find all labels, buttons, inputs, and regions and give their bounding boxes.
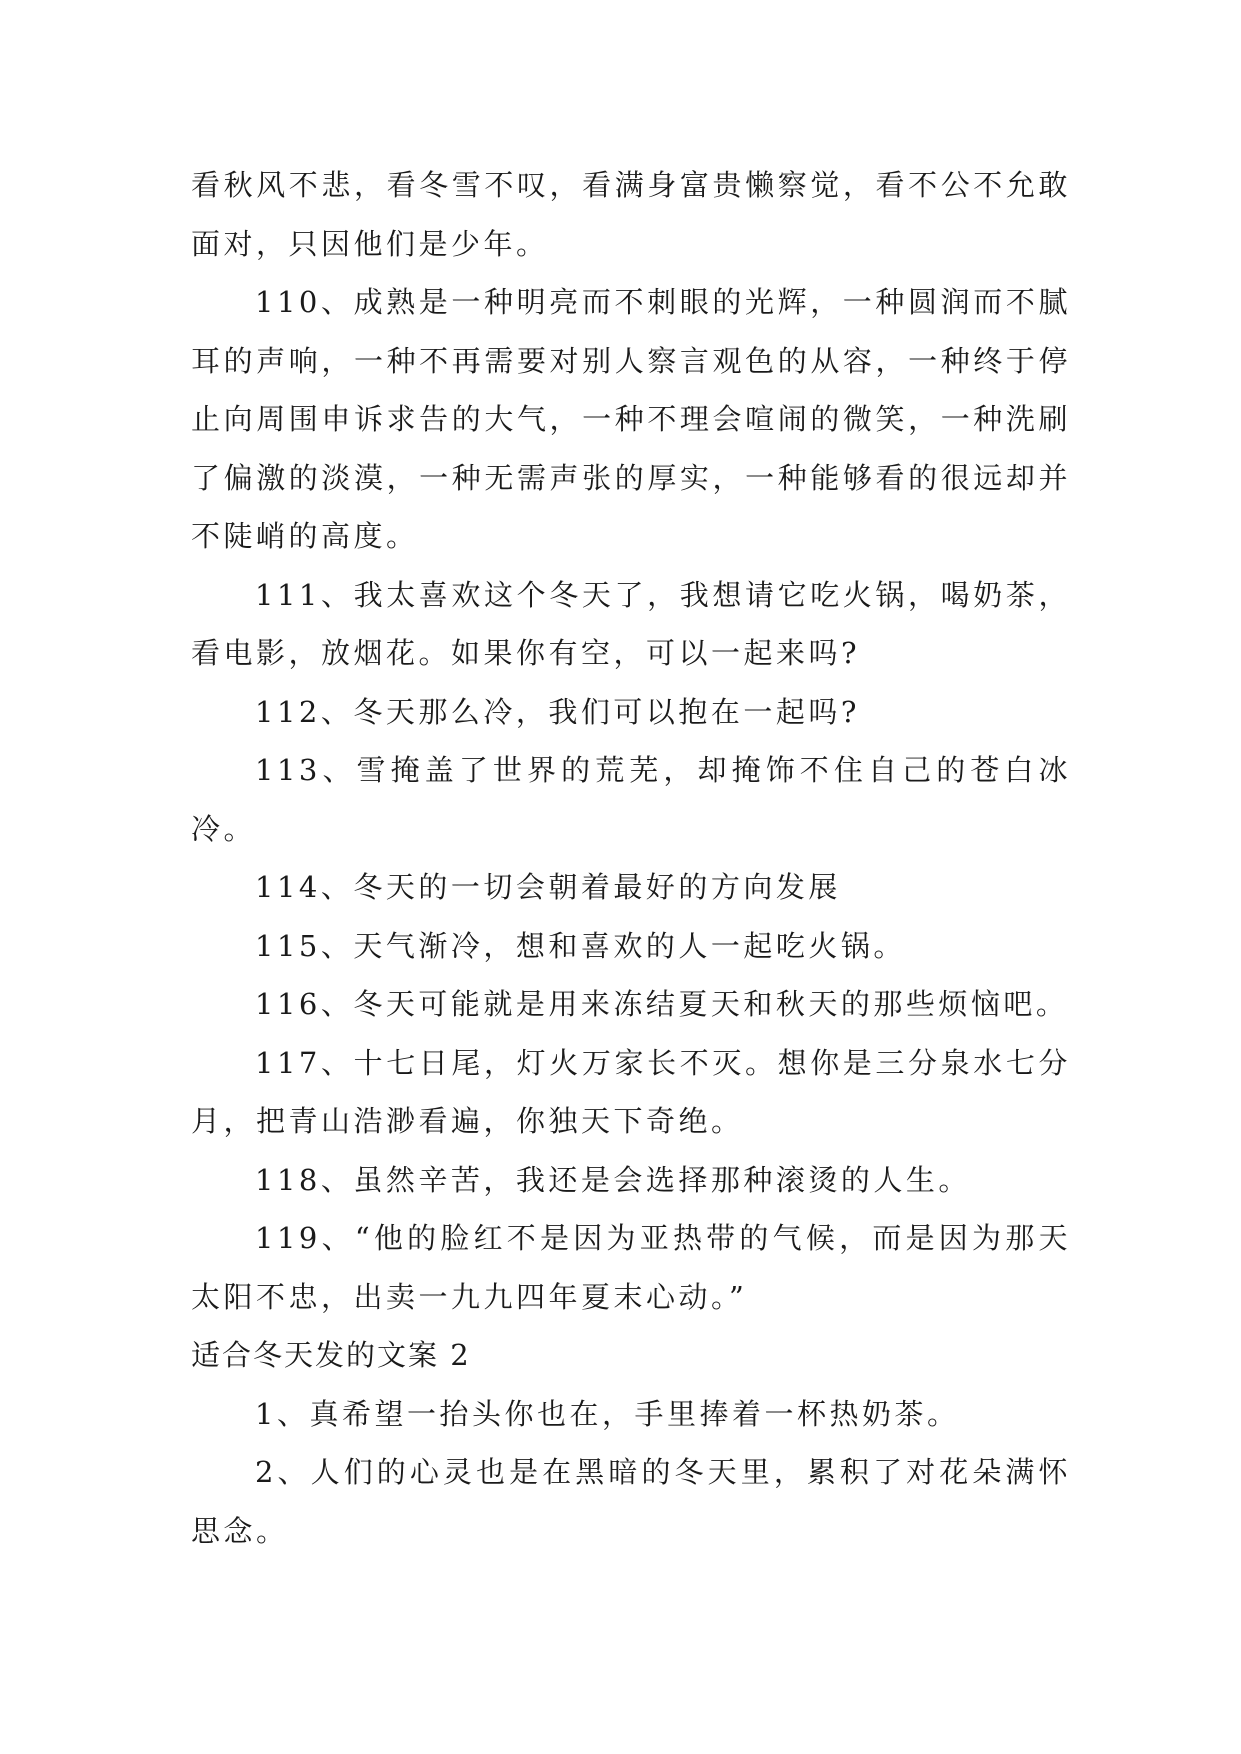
paragraph-116: 116、冬天可能就是用来冻结夏天和秋天的那些烦恼吧。	[255, 987, 1069, 1021]
section-heading: 适合冬天发的文案 2	[191, 1338, 471, 1372]
paragraph-2: 2、人们的心灵也是在黑暗的冬天里，累积了对花朵满怀思念。	[191, 1455, 1071, 1548]
paragraph-113: 113、雪掩盖了世界的荒芜，却掩饰不住自己的苍白冰冷。	[191, 753, 1071, 846]
paragraph-111: 111、我太喜欢这个冬天了，我想请它吃火锅，喝奶茶，看电影，放烟花。如果你有空，可以一起来吗?	[191, 577, 1071, 670]
document-body	[191, 156, 1071, 1560]
paragraph-114: 114、冬天的一切会朝着最好的方向发展	[255, 870, 841, 904]
paragraph-118: 118、虽然辛苦，我还是会选择那种滚烫的人生。	[255, 1162, 971, 1197]
paragraph-110: 110、成熟是一种明亮而不刺眼的光辉，一种圆润而不腻耳的声响，一种不再需要对别人察言观色的从容，一种终于停止向周围申诉求告的大气，一种不理会喧闹的微笑，一种洗刷了偏激的淡漠，一种无需声张的厚实，一种能够看的很远却并不陡峭的高度。	[191, 285, 1071, 553]
paragraph-1: 1、真希望一抬头你也在，手里捧着一杯热奶茶。	[255, 1396, 960, 1431]
paragraph-112: 112、冬天那么冷，我们可以抱在一起吗?	[255, 694, 860, 729]
paragraph: 看秋风不悲，看冬雪不叹，看满身富贵懒察觉，看不公不允敢面对，只因他们是少年。	[191, 168, 1071, 261]
paragraph-119: 119、“他的脸红不是因为亚热带的气候，而是因为那天太阳不忠，出卖一九九四年夏末心动。”	[191, 1221, 1071, 1314]
paragraph-117: 117、十七日尾，灯火万家长不灭。想你是三分泉水七分月，把青山浩渺看遍，你独天下奇绝。	[191, 1045, 1071, 1138]
paragraph-115: 115、天气渐冷，想和喜欢的人一起吃火锅。	[255, 928, 906, 963]
